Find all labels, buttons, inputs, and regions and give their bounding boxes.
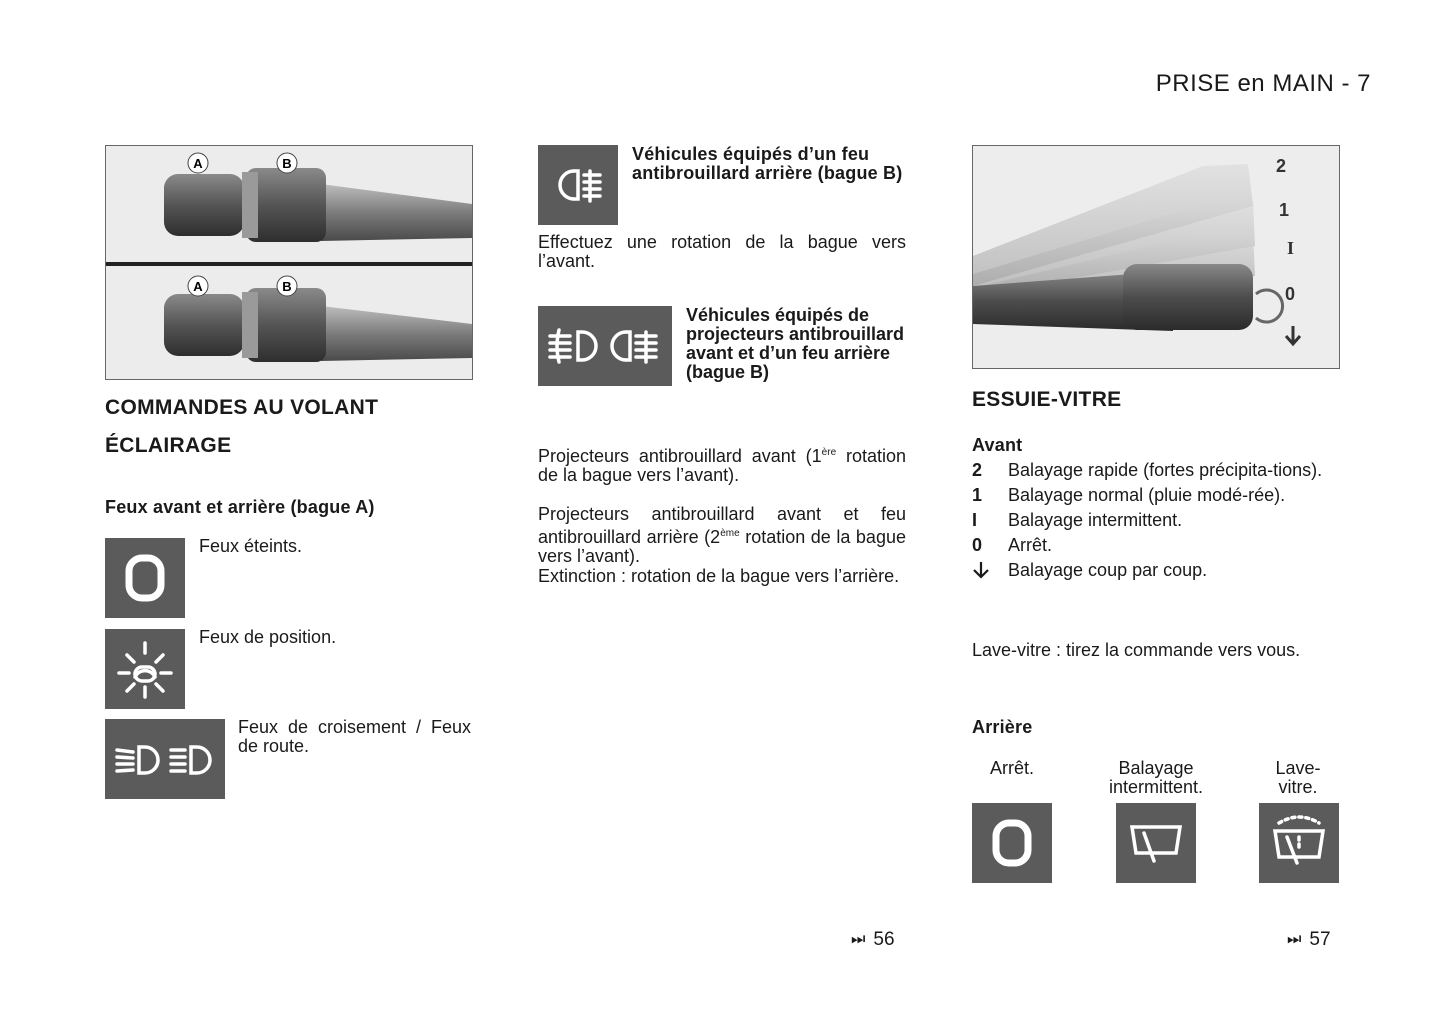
position-lights-icon [105,629,185,709]
page-number-left [851,929,895,951]
superscript: ème [720,528,740,539]
list-item-text: Balayage rapide (fortes précipita-tions). [1008,460,1323,480]
item-text-position-lights: Feux de position. [199,627,337,647]
subheading-front: Avant [972,435,1023,455]
list-item-text: Balayage normal (pluie modé-rée). [1008,485,1286,505]
label-b-bottom: B [282,279,292,294]
wiper-position-0: 0 [1285,284,1296,304]
list-item-text: Arrêt. [1008,535,1053,555]
block-text-extinction: Extinction : rotation de la bague vers l’arrière. [538,566,900,586]
subheading-ring-a: Feux avant et arrière (bague A) [105,497,375,517]
rear-label-intermittent: Balayage intermittent. [1108,758,1204,797]
section-subtitle-lighting: ÉCLAIRAGE [105,434,232,457]
text-part: Projecteurs antibrouillard avant (1 [538,446,822,466]
lights-off-icon [105,538,185,618]
label-a-bottom: A [193,279,203,294]
text-part: rotation de la bague vers l’avant). [538,446,907,485]
block-text-front-fog [538,443,906,485]
section-title-wipers: ESSUIE-VITRE [972,388,1122,411]
arrow-down-icon [972,561,1008,583]
list-item-number: 1 [972,485,983,505]
list-item [972,561,1339,583]
lighting-stalk-photo [105,145,473,380]
rear-fog-light-icon [538,145,618,225]
front-wiper-list [972,461,1339,583]
list-item-text: Balayage coup par coup. [1008,560,1208,580]
washer-text: Lave-vitre : tirez la commande vers vous. [972,640,1301,660]
wiper-position-2: 2 [1276,156,1287,176]
skip-forward-icon: ⏭ [851,931,866,948]
wiper-stalk-illustration [973,146,1339,368]
rear-washer-icon [1259,803,1339,883]
rear-label-stop: Arrêt. [989,758,1034,778]
list-item [972,511,1339,530]
block-text-front-rear-fog [538,505,906,566]
list-item-number: I [972,510,978,530]
list-item-number: 0 [972,535,983,555]
label-a: A [193,156,203,171]
wiper-position-i: I [1287,238,1295,258]
subheading-rear: Arrière [972,717,1033,737]
section-title-steering-controls: COMMANDES AU VOLANT [105,396,379,419]
block-title-rear-fog: Véhicules équipés d’un feu antibrouillard arrière (bague B) [632,144,903,183]
rear-wiper-icon [1116,803,1196,883]
list-item-text: Balayage intermittent. [1008,510,1183,530]
page-number-value: 56 [873,929,895,950]
list-item-number: 2 [972,460,983,480]
block-text-rear-fog: Effectuez une rotation de la bague vers l’avant. [538,232,906,271]
wiper-position-1: 1 [1279,200,1290,220]
page-header-title: PRISE en MAIN - 7 [1155,70,1371,97]
list-item [972,486,1339,505]
list-item [972,536,1339,555]
list-item [972,461,1339,480]
lighting-stalk-illustration [106,146,472,379]
page-number-right [1287,929,1331,951]
block-title-front-rear-fog: Véhicules équipés de projecteurs antibrouillard avant et d’un feu arrière (bague B) [686,305,905,382]
label-b: B [282,156,292,171]
text-part: Projecteurs antibrouillard avant et feu antibrouillard arrière (2 [538,504,906,547]
front-rear-fog-lights-icon [538,306,672,386]
superscript: ère [821,447,837,458]
skip-forward-icon: ⏭ [1287,931,1302,948]
rear-stop-icon [972,803,1052,883]
item-text-beams: Feux de croisement / Feux de route. [238,717,471,756]
low-high-beam-icon [105,719,225,799]
text-part: rotation de la bague vers l’avant). [538,527,906,566]
item-text-lights-off: Feux éteints. [199,536,303,556]
page-number-value: 57 [1309,929,1331,950]
wiper-stalk-photo [972,145,1340,369]
rear-label-washer: Lave-vitre. [1275,758,1321,797]
